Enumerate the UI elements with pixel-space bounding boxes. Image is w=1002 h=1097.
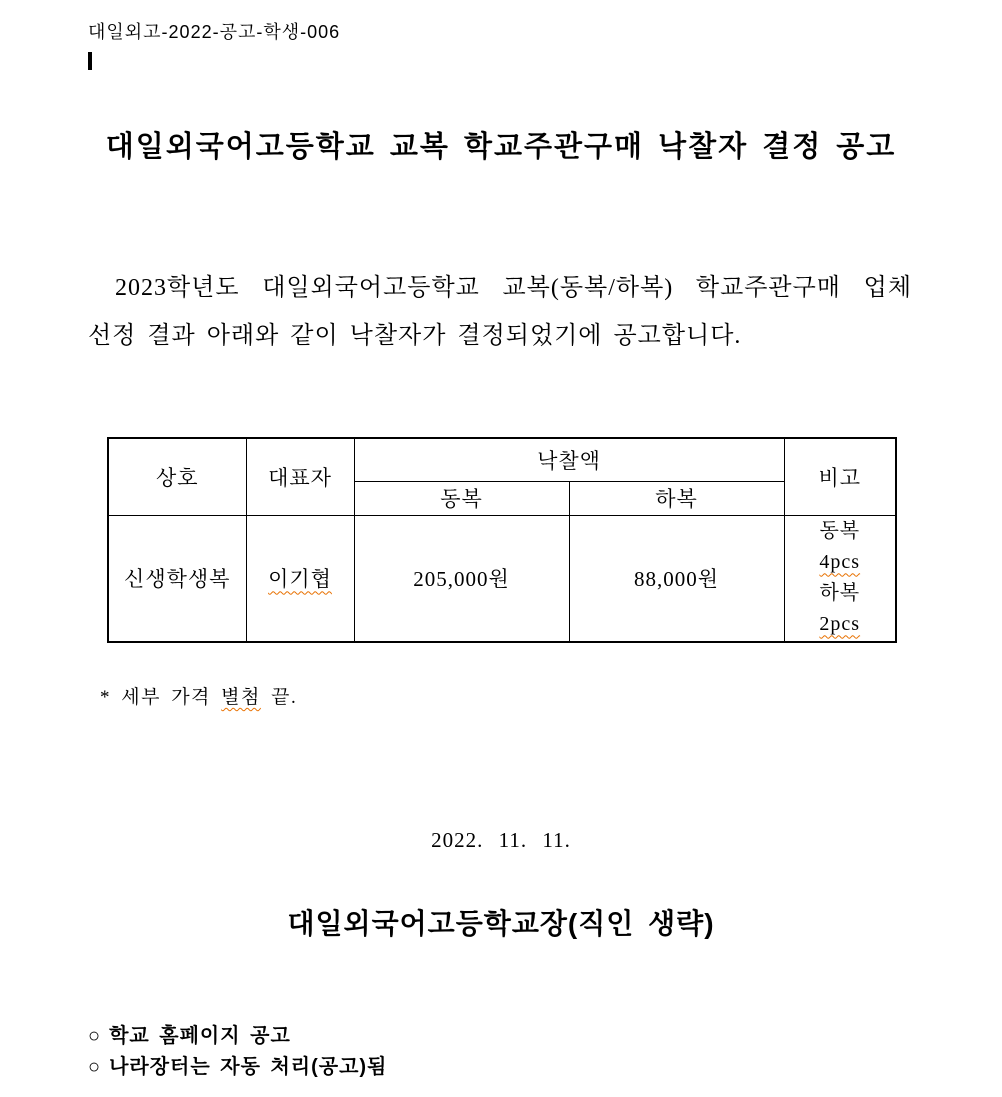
announcement-date: 2022. 11. 11. [431,828,571,852]
note-line [785,547,896,578]
note-line: 하복 [819,582,861,605]
table-header-row [108,438,896,481]
col-header-company: 상호 [108,438,246,515]
footnote [100,682,297,709]
cell-summer-price: 88,000원 [569,515,784,642]
footer-item-label: 학교 홈페이지 공고 [109,1025,291,1047]
body-line: 선정 결과 아래와 같이 낙찰자가 결정되었기에 공고합니다. [88,323,742,349]
circle-bullet-icon: ○ [88,1025,102,1047]
footer-item [88,1021,387,1052]
table-row [108,515,896,642]
col-header-winter: 동복 [354,481,569,515]
cell-winter-price: 205,000원 [354,515,569,642]
col-header-bid-amount: 낙찰액 [354,438,784,481]
footnote-misspelled-word: 별첨 [221,687,261,708]
representative-name: 이기협 [268,567,332,592]
col-header-representative: 대표자 [246,438,354,515]
body-line: 2023학년도 대일외국어고등학교 교복(동복/하복) 학교주관구매 업체 [115,275,912,301]
note-line-text: 2pcs [819,613,861,636]
circle-bullet-icon: ○ [88,1056,102,1078]
col-header-note: 비고 [784,438,896,515]
footer-notes [88,1021,387,1083]
document-number: 대일외고-2022-공고-학생-006 [88,22,341,42]
note-line [785,609,896,640]
footnote-prefix: * 세부 가격 [100,687,211,708]
note-line: 동복 [819,520,861,543]
bid-result-table [107,437,897,643]
text-cursor-icon [88,52,92,70]
page-title: 대일외국어고등학교 교복 학교주관구매 낙찰자 결정 공고 [105,131,897,163]
announcement-body [88,264,912,360]
cell-representative [246,515,354,642]
footer-item [88,1052,387,1083]
col-header-summer: 하복 [569,481,784,515]
note-line-text: 4pcs [819,551,861,574]
cell-note [784,515,896,642]
footnote-suffix: 끝. [271,687,298,708]
footer-item-label: 나라장터는 자동 처리(공고)됨 [109,1056,388,1078]
cell-company: 신생학생복 [108,515,246,642]
signature: 대일외국어고등학교장(직인 생략) [287,908,715,939]
